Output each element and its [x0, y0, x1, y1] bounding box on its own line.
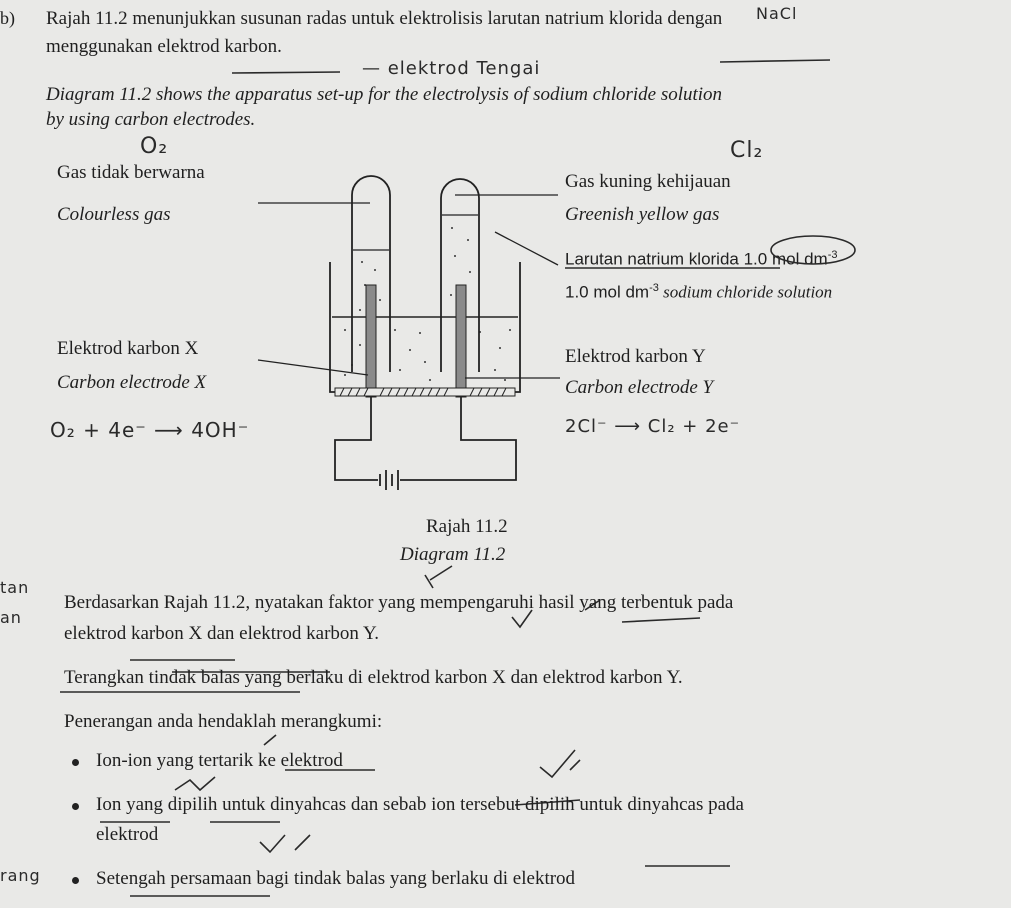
handwritten-o2: O₂ — [140, 134, 169, 159]
bullet-2-line-1: Ion yang dipilih untuk dinyahcas dan sebab ion tersebut dipilih untuk dinyahcas pada — [96, 794, 744, 815]
bullet-3: Setengah persamaan bagi tindak balas yang berlaku di elektrod — [96, 868, 576, 889]
task-line-3: Terangkan tindak balas yang berlaku di elektrod karbon X dan elektrod karbon Y. — [64, 667, 683, 688]
intro-ms-line-2: menggunakan elektrod karbon. — [46, 36, 282, 57]
solution-en-text: sodium chloride solution — [663, 282, 833, 302]
label-right-electrode-en: Carbon electrode Y — [565, 377, 714, 398]
label-right-electrode-ms: Elektrod karbon Y — [565, 346, 706, 367]
question-number: b) — [0, 8, 15, 28]
intro-en-line-2: by using carbon electrodes. — [46, 109, 256, 130]
label-right-gas-en: Greenish yellow gas — [565, 204, 720, 225]
bullet-dot-3 — [72, 877, 79, 884]
beaker-outline — [330, 262, 520, 392]
battery-symbol — [380, 470, 398, 490]
label-left-gas-en: Colourless gas — [57, 204, 171, 225]
solution-en-value: 1.0 mol dm — [565, 282, 650, 302]
solution-ms-text: Larutan natrium klorida 1.0 mol dm — [565, 249, 828, 269]
margin-note-3: rang — [0, 866, 41, 885]
caption-en: Diagram 11.2 — [400, 544, 506, 565]
handwritten-equation-right: 2Cl⁻ ⟶ Cl₂ + 2e⁻ — [565, 416, 741, 437]
label-left-gas-ms: Gas tidak berwarna — [57, 162, 205, 183]
carbon-electrode-y — [456, 285, 466, 397]
handwritten-electrode-note: — elektrod Tengai — [362, 58, 541, 79]
caption-ms: Rajah 11.2 — [426, 516, 508, 537]
task-line-1: Berdasarkan Rajah 11.2, nyatakan faktor yang mempengaruhi hasil yang terbentuk pada — [64, 592, 734, 613]
solution-en-exponent: -3 — [649, 282, 659, 294]
margin-note-2: an — [0, 608, 22, 627]
handwritten-nacl: NaCl — [756, 4, 798, 23]
solution-ms-exponent: -3 — [827, 249, 838, 261]
label-leader-lines — [258, 195, 560, 378]
label-left-electrode-en: Carbon electrode X — [57, 372, 207, 393]
task-line-2: elektrod karbon X dan elektrod karbon Y. — [64, 623, 379, 644]
electrode-holder — [335, 388, 515, 396]
handwritten-cl2: Cl₂ — [730, 138, 764, 163]
external-circuit — [335, 397, 516, 480]
task-line-4: Penerangan anda hendaklah merangkumi: — [64, 711, 383, 732]
carbon-electrode-x — [366, 285, 376, 397]
bullet-1: Ion-ion yang tertarik ke elektrod — [96, 750, 343, 771]
margin-note-1: tan — [0, 578, 30, 597]
bullet-dot-2 — [72, 803, 79, 810]
intro-ms-line-1: Rajah 11.2 menunjukkan susunan radas untuk elektrolisis larutan natrium klorida dengan — [46, 8, 723, 29]
intro-en-line-1: Diagram 11.2 shows the apparatus set-up for the electrolysis of sodium chloride solution — [46, 84, 723, 105]
label-left-electrode-ms: Elektrod karbon X — [57, 338, 199, 359]
bullet-2-line-2: elektrod — [96, 824, 159, 845]
label-right-gas-ms: Gas kuning kehijauan — [565, 171, 731, 192]
handwritten-equation-left: O₂ + 4e⁻ ⟶ 4OH⁻ — [50, 418, 250, 442]
bullet-dot-1 — [72, 759, 79, 766]
